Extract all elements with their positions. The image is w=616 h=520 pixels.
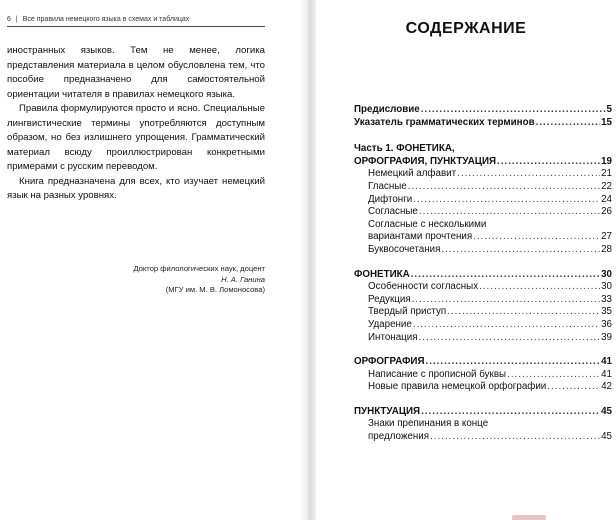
toc-entry-title: ПУНКТУАЦИЯ [354,405,421,417]
signature-block [7,264,265,296]
toc-entry-title: Написание с прописной буквы [368,368,507,380]
toc-entry-title: Согласные с несколькими [368,218,487,230]
toc-entry-page: 5 [606,104,612,115]
toc-heading: СОДЕРЖАНИЕ [405,20,527,37]
toc-leader-dots [536,117,601,130]
toc-entry-page: 36 [601,318,612,330]
book-gutter [300,0,316,520]
toc-entry-reduction[interactable] [354,294,612,307]
page-edge-mark [512,515,546,520]
toc-entry-page: 22 [601,180,612,192]
running-head-separator: | [15,16,18,23]
toc-entry-consonants[interactable] [354,206,612,219]
paragraph-2: Правила формулируются просто и ясно. Специальные лингвистические термины употребляются доступным образом, но без излишнего упрощения. Грамматический материал всюду проиллюстрирован конкретными примерами с русским переводом. [7,103,265,172]
toc-entry-page: 30 [601,268,612,280]
toc-leader-dots [479,281,600,294]
toc-part1-heading-line1[interactable]: Часть 1. ФОНЕТИКА, [354,143,455,155]
body-text [7,44,265,204]
toc-entry-new-orthography-rules[interactable] [354,381,612,394]
signature-affiliation: (МГУ им. М. В. Ломоносова) [165,285,265,294]
signature-title: Доктор филологических наук, доцент [133,264,265,273]
toc-entry-title: ОРФОГРАФИЯ, ПУНКТУАЦИЯ [354,155,497,167]
toc-entry-page: 39 [601,331,612,343]
toc-leader-dots [408,181,600,194]
toc-entry-title: Немецкий алфавит [368,168,457,180]
toc-entry-title: Дифтонги [368,193,413,205]
toc-entry-page: 24 [601,193,612,205]
toc-leader-dots [421,406,600,419]
paragraph-1: иностранных языков. Тем не менее, логика представления материала в целом обусловлена тем, что пособие предназначено для самостоятельной ориентации читателя в правилах немецкого языка. [7,45,265,100]
toc-leader-dots [421,104,606,117]
toc-entry-page: 45 [601,405,612,417]
toc-leader-dots [430,431,600,444]
toc-entry-title: Согласные [368,206,418,218]
toc-entry-alphabet[interactable] [354,168,612,181]
toc-leader-dots [497,156,600,169]
toc-leader-dots [457,168,600,181]
toc-entry-title: Интонация [368,331,418,343]
toc-leader-dots [547,381,600,394]
toc-entry-title: вариантами прочтения [368,231,473,243]
toc-entry-title: Гласные [368,180,407,192]
toc-leader-dots [413,319,600,332]
toc-entry-title: ФОНЕТИКА [354,268,410,280]
toc-entry-page: 28 [601,243,612,255]
left-page [0,0,300,520]
toc-entry-title: Предисловие [354,104,420,115]
toc-entry-title: Редукция [368,293,411,305]
toc-entry-title: Ударение [368,318,412,330]
toc-entry-page: 26 [601,206,612,218]
toc-entry-diphthongs[interactable] [354,194,612,207]
toc-entry-title: Твердый приступ [368,306,447,318]
toc-leader-dots [411,269,600,282]
toc-leader-dots [412,294,600,307]
toc-entry-glottal-stop[interactable] [354,306,612,319]
toc-entry-page: 42 [601,381,612,393]
toc-leader-dots [441,244,600,257]
toc-entry-page: 45 [601,431,612,443]
toc-entry-letter-combinations[interactable] [354,244,612,257]
toc-entry-page: 33 [601,293,612,305]
table-of-contents [354,104,612,444]
toc-section-punctuation[interactable] [354,406,612,419]
toc-entry-intonation[interactable] [354,332,612,345]
toc-leader-dots [413,194,600,207]
toc-entry-page: 30 [601,281,612,293]
toc-entry-consonant-features[interactable] [354,281,612,294]
running-title: Все правила немецкого языка в схемах и таблицах [22,16,190,23]
toc-entry-title: Знаки препинания в конце [368,418,489,430]
toc-entry-title: Указатель грамматических терминов [354,116,535,128]
toc-leader-dots [426,356,601,369]
toc-entry-title: Особенности согласных [368,281,479,293]
toc-entry-page: 41 [601,356,612,368]
toc-entry-page: 21 [601,168,612,180]
toc-entry-page: 27 [601,231,612,243]
toc-entry-multi-consonants-line2[interactable] [354,231,612,244]
signature-name: Н. А. Ганина [221,274,265,284]
toc-entry-title: предложения [368,431,430,443]
toc-entry-preface[interactable] [354,104,612,117]
toc-entry-capitalization[interactable] [354,369,612,382]
toc-entry-title: ОРФОГРАФИЯ [354,356,425,368]
toc-entry-vowels[interactable] [354,181,612,194]
toc-part1-heading-line2[interactable] [354,156,612,169]
toc-entry-end-punctuation-line1[interactable] [354,418,612,431]
toc-leader-dots [419,332,601,345]
toc-entry-page: 19 [601,155,612,167]
toc-entry-multi-consonants-line1[interactable] [354,219,612,232]
running-head [7,16,265,27]
toc-leader-dots [419,206,600,219]
toc-section-orthography[interactable] [354,356,612,369]
toc-entry-title: Буквосочетания [368,243,441,255]
toc-entry-term-index[interactable] [354,117,612,130]
toc-entry-end-punctuation-line2[interactable] [354,431,612,444]
toc-entry-stress[interactable] [354,319,612,332]
toc-entry-page: 41 [601,368,612,380]
paragraph-3: Книга предназначена для всех, кто изучает немецкий язык на разных уровнях. [7,175,265,201]
page-number: 6 [7,16,11,23]
toc-leader-dots [473,231,600,244]
toc-leader-dots [447,306,600,319]
toc-leader-dots [507,369,600,382]
toc-entry-title: Новые правила немецкой орфографии [368,381,547,393]
toc-section-phonetics[interactable] [354,269,612,282]
toc-entry-page: 15 [601,116,612,128]
toc-entry-page: 35 [601,306,612,318]
right-page [316,0,616,520]
